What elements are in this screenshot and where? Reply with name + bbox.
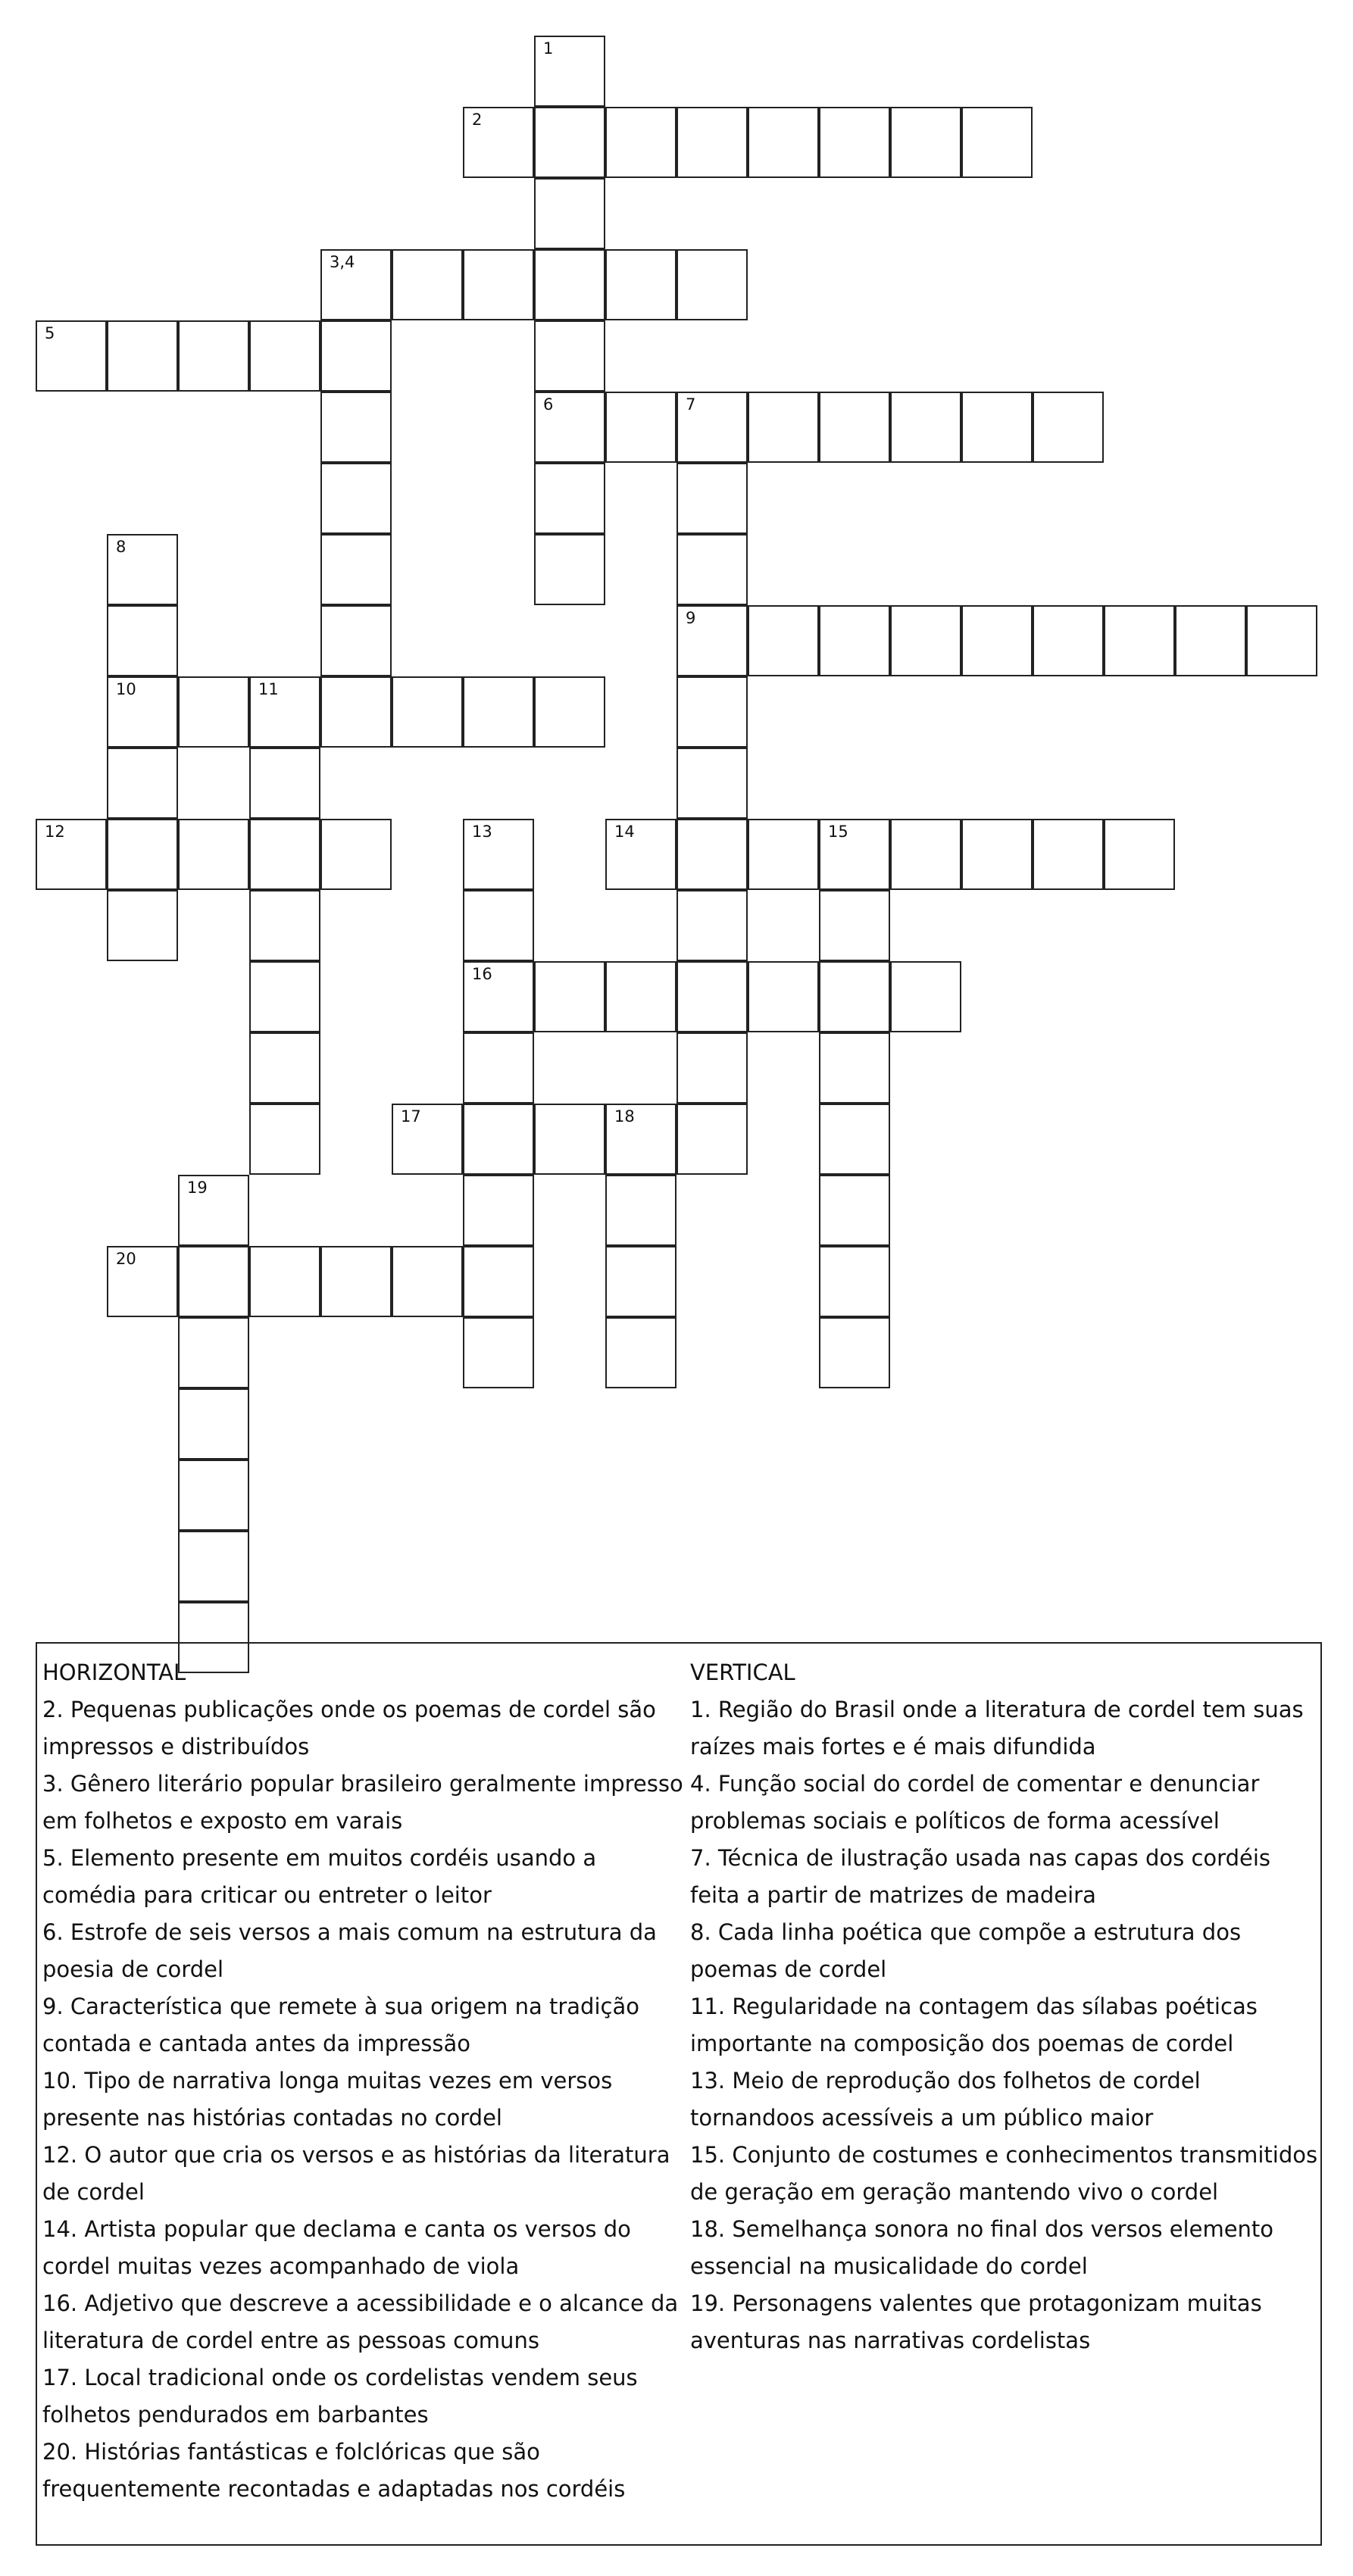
grid-cell[interactable] [249, 320, 320, 392]
grid-cell[interactable] [178, 676, 249, 748]
grid-cell[interactable] [748, 961, 819, 1032]
grid-cell[interactable] [676, 961, 748, 1032]
grid-cell[interactable] [320, 249, 392, 320]
grid-cell[interactable] [819, 819, 890, 890]
grid-cell[interactable] [249, 890, 320, 961]
clue-number: 2 [472, 111, 483, 129]
clue-number: 6 [543, 395, 554, 414]
grid-cell[interactable] [605, 392, 676, 463]
grid-cell[interactable] [249, 1104, 320, 1175]
grid-cell[interactable] [819, 107, 890, 178]
grid-cell[interactable] [676, 748, 748, 819]
grid-cell[interactable] [1246, 605, 1317, 676]
grid-cell[interactable] [36, 819, 107, 890]
clue-v19: 19. Personagens valentes que protagonizam muitas aventuras nas narrativas cordelistas [690, 2290, 1262, 2353]
grid-cell[interactable] [676, 249, 748, 320]
grid-cell[interactable] [107, 676, 178, 748]
clue-number: 13 [472, 823, 492, 841]
grid-cell[interactable] [676, 392, 748, 463]
grid-cell[interactable] [819, 1104, 890, 1175]
grid-cell[interactable] [107, 1246, 178, 1317]
grid-cell[interactable] [463, 1104, 534, 1175]
clue-h5: 5. Elemento presente em muitos cordéis usando a comédia para criticar ou entreter o leitor [42, 1845, 597, 1908]
horizontal-clues [42, 1654, 685, 2508]
grid-cell[interactable] [605, 249, 676, 320]
clue-v15: 15. Conjunto de costumes e conhecimentos transmitidos de geração em geração mantendo vivo o cordel [690, 2142, 1318, 2205]
grid-cell[interactable] [107, 605, 178, 676]
clue-number: 10 [116, 680, 136, 698]
grid-cell[interactable] [819, 961, 890, 1032]
grid-cell[interactable] [463, 1032, 534, 1104]
grid-cell[interactable] [605, 1246, 676, 1317]
grid-cell[interactable] [178, 1388, 249, 1460]
grid-cell[interactable] [463, 961, 534, 1032]
grid-cell[interactable] [819, 1246, 890, 1317]
clue-number: 18 [614, 1107, 635, 1126]
clue-v13: 13. Meio de reprodução dos folhetos de cordel tornandoos acessíveis a um público maior [690, 2068, 1201, 2131]
grid-cell[interactable] [463, 1175, 534, 1246]
clue-number: 20 [116, 1250, 136, 1268]
clue-h9: 9. Característica que remete à sua origem na tradição contada e cantada antes da impressão [42, 1994, 639, 2056]
grid-cell[interactable] [178, 1317, 249, 1388]
grid-cell[interactable] [534, 1104, 605, 1175]
clue-h17: 17. Local tradicional onde os cordelistas vendem seus folhetos pendurados em barbantes [42, 2365, 638, 2428]
grid-cell[interactable] [1104, 819, 1175, 890]
grid-cell[interactable] [320, 1246, 392, 1317]
grid-cell[interactable] [676, 605, 748, 676]
grid-cell[interactable] [534, 676, 605, 748]
clues-box [36, 1642, 1322, 2546]
clue-v1: 1. Região do Brasil onde a literatura de cordel tem suas raízes mais fortes e é mais difundida [690, 1697, 1304, 1759]
grid-cell[interactable] [676, 1032, 748, 1104]
vertical-heading: VERTICAL [690, 1660, 795, 1685]
grid-cell[interactable] [819, 1317, 890, 1388]
grid-cell[interactable] [320, 392, 392, 463]
grid-cell[interactable] [819, 1032, 890, 1104]
clue-number: 14 [614, 823, 635, 841]
grid-cell[interactable] [605, 1175, 676, 1246]
clue-v7: 7. Técnica de ilustração usada nas capas dos cordéis feita a partir de matrizes de madeira [690, 1845, 1270, 1908]
grid-cell[interactable] [605, 107, 676, 178]
grid-cell[interactable] [249, 1032, 320, 1104]
grid-cell[interactable] [748, 392, 819, 463]
clue-v4: 4. Função social do cordel de comentar e denunciar problemas sociais e políticos de forma acessível [690, 1771, 1260, 1834]
clue-number: 9 [686, 609, 696, 627]
grid-cell[interactable] [676, 890, 748, 961]
grid-cell[interactable] [890, 392, 961, 463]
grid-cell[interactable] [1033, 819, 1104, 890]
grid-cell[interactable] [249, 819, 320, 890]
clue-h6: 6. Estrofe de seis versos a mais comum na estrutura da poesia de cordel [42, 1919, 657, 1982]
grid-cell[interactable] [961, 107, 1033, 178]
clue-h2: 2. Pequenas publicações onde os poemas de cordel são impressos e distribuídos [42, 1697, 656, 1759]
clue-number: 16 [472, 965, 492, 983]
grid-cell[interactable] [392, 1104, 463, 1175]
clue-number: 11 [258, 680, 279, 698]
grid-cell[interactable] [890, 819, 961, 890]
grid-cell[interactable] [748, 819, 819, 890]
grid-cell[interactable] [1175, 605, 1246, 676]
grid-cell[interactable] [534, 534, 605, 605]
horizontal-heading: HORIZONTAL [42, 1660, 186, 1685]
grid-cell[interactable] [890, 605, 961, 676]
clue-number: 8 [116, 538, 127, 556]
grid-cell[interactable] [320, 819, 392, 890]
grid-cell[interactable] [107, 890, 178, 961]
clue-v18: 18. Semelhança sonora no final dos versos elemento essencial na musicalidade do cordel [690, 2216, 1274, 2279]
grid-cell[interactable] [178, 1460, 249, 1531]
grid-cell[interactable] [605, 1317, 676, 1388]
grid-cell[interactable] [320, 676, 392, 748]
clue-h20: 20. Histórias fantásticas e folclóricas que são frequentemente recontadas e adaptadas nos cordéis [42, 2439, 626, 2502]
grid-cell[interactable] [107, 819, 178, 890]
grid-cell[interactable] [463, 819, 534, 890]
grid-cell[interactable] [249, 748, 320, 819]
clue-number: 17 [401, 1107, 421, 1126]
grid-cell[interactable] [534, 961, 605, 1032]
grid-cell[interactable] [320, 463, 392, 534]
clue-v8: 8. Cada linha poética que compõe a estrutura dos poemas de cordel [690, 1919, 1242, 1982]
clue-h16: 16. Adjetivo que descreve a acessibilidade e o alcance da literatura de cordel entre as pessoas comuns [42, 2290, 679, 2353]
grid-cell[interactable] [249, 1246, 320, 1317]
grid-cell[interactable] [534, 178, 605, 249]
grid-cell[interactable] [392, 1246, 463, 1317]
grid-cell[interactable] [463, 1246, 534, 1317]
grid-cell[interactable] [961, 392, 1033, 463]
clue-number: 1 [543, 39, 554, 58]
clue-number: 7 [686, 395, 696, 414]
grid-cell[interactable] [463, 676, 534, 748]
clue-number: 5 [45, 324, 55, 342]
grid-cell[interactable] [392, 676, 463, 748]
grid-cell[interactable] [178, 1531, 249, 1602]
grid-cell[interactable] [534, 320, 605, 392]
grid-cell[interactable] [534, 107, 605, 178]
clue-number: 19 [187, 1179, 208, 1197]
grid-cell[interactable] [178, 1246, 249, 1317]
clue-number: 3,4 [330, 253, 355, 271]
grid-cell[interactable] [1033, 605, 1104, 676]
grid-cell[interactable] [748, 107, 819, 178]
grid-cell[interactable] [676, 676, 748, 748]
grid-cell[interactable] [890, 107, 961, 178]
grid-cell[interactable] [819, 605, 890, 676]
grid-cell[interactable] [605, 819, 676, 890]
grid-cell[interactable] [676, 463, 748, 534]
grid-cell[interactable] [676, 1104, 748, 1175]
grid-cell[interactable] [249, 961, 320, 1032]
grid-cell[interactable] [534, 249, 605, 320]
grid-cell[interactable] [107, 320, 178, 392]
clue-h12: 12. O autor que cria os versos e as histórias da literatura de cordel [42, 2142, 670, 2205]
grid-cell[interactable] [392, 249, 463, 320]
vertical-clues [690, 1654, 1319, 2359]
grid-cell[interactable] [107, 748, 178, 819]
grid-cell[interactable] [961, 605, 1033, 676]
grid-cell[interactable] [320, 605, 392, 676]
grid-cell[interactable] [534, 392, 605, 463]
grid-cell[interactable] [178, 320, 249, 392]
grid-cell[interactable] [320, 534, 392, 605]
grid-cell[interactable] [1033, 392, 1104, 463]
grid-cell[interactable] [1104, 605, 1175, 676]
grid-cell[interactable] [819, 1175, 890, 1246]
grid-cell[interactable] [463, 249, 534, 320]
grid-cell[interactable] [748, 605, 819, 676]
grid-cell[interactable] [676, 819, 748, 890]
grid-cell[interactable] [819, 392, 890, 463]
grid-cell[interactable] [605, 1104, 676, 1175]
grid-cell[interactable] [463, 107, 534, 178]
clue-h10: 10. Tipo de narrativa longa muitas vezes em versos presente nas histórias contadas no cordel [42, 2068, 613, 2131]
grid-cell[interactable] [676, 107, 748, 178]
clue-number: 12 [45, 823, 65, 841]
grid-cell[interactable] [819, 890, 890, 961]
grid-cell[interactable] [178, 819, 249, 890]
grid-cell[interactable] [463, 1317, 534, 1388]
grid-cell[interactable] [890, 961, 961, 1032]
grid-cell[interactable] [249, 676, 320, 748]
grid-cell[interactable] [107, 534, 178, 605]
grid-cell[interactable] [534, 36, 605, 107]
clue-h3: 3. Gênero literário popular brasileiro geralmente impresso em folhetos e exposto em varais [42, 1771, 683, 1834]
grid-cell[interactable] [320, 320, 392, 392]
grid-cell[interactable] [605, 961, 676, 1032]
grid-cell[interactable] [961, 819, 1033, 890]
grid-cell[interactable] [463, 890, 534, 961]
clue-h14: 14. Artista popular que declama e canta os versos do cordel muitas vezes acompanhado de viola [42, 2216, 631, 2279]
grid-cell[interactable] [534, 463, 605, 534]
grid-cell[interactable] [178, 1175, 249, 1246]
clue-v11: 11. Regularidade na contagem das sílabas poéticas importante na composição dos poemas de cordel [690, 1994, 1258, 2056]
clue-number: 15 [828, 823, 848, 841]
grid-cell[interactable] [36, 320, 107, 392]
grid-cell[interactable] [676, 534, 748, 605]
